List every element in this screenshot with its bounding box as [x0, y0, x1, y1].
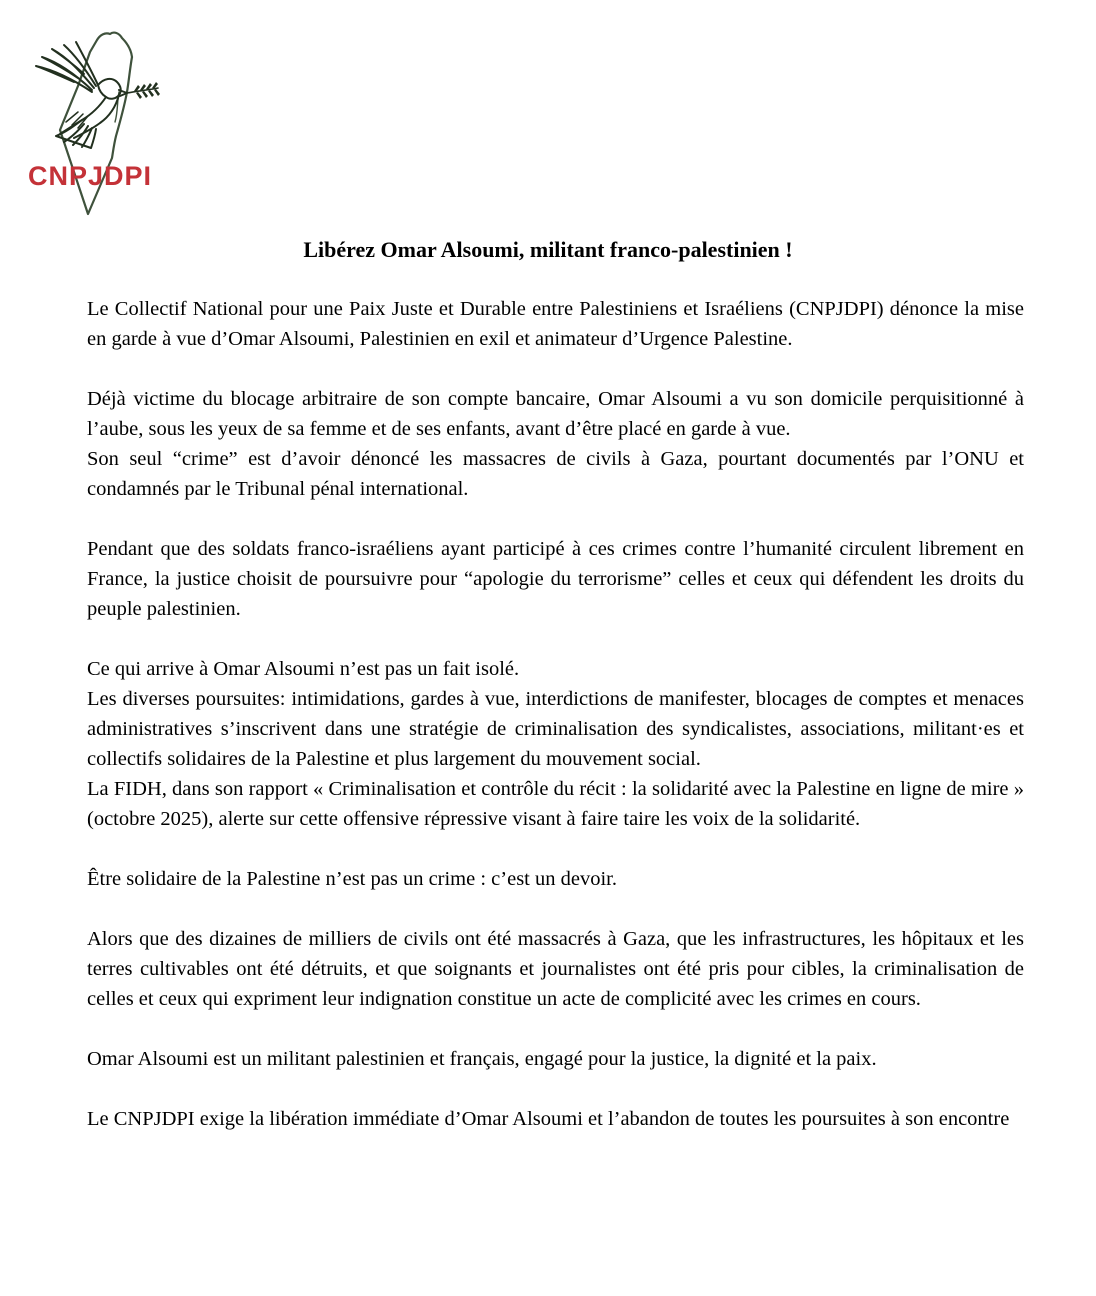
- cnpjdpi-logo: [26, 30, 186, 225]
- document-body: [87, 294, 1024, 1134]
- text-block: [87, 1044, 1024, 1074]
- text-block: [87, 864, 1024, 894]
- text-block: [87, 924, 1024, 1014]
- document-title: Libérez Omar Alsoumi, militant franco-palestinien !: [303, 237, 793, 262]
- paragraph-line: La FIDH, dans son rapport « Criminalisation et contrôle du récit : la solidarité avec la Palestine en ligne de mire » (octobre 2025), alerte sur cette offensive répressive visant à faire taire les voix de la solidarité.: [87, 778, 1024, 830]
- text-block: [87, 654, 1024, 834]
- paragraph-line: Le Collectif National pour une Paix Juste et Durable entre Palestiniens et Israéliens (CNPJDPI) dénonce la mise en garde à vue d’Omar Alsoumi, Palestinien en exil et animateur d’Urgence Palestine.: [87, 298, 1024, 350]
- paragraph-line: Omar Alsoumi est un militant palestinien et français, engagé pour la justice, la dignité et la paix.: [87, 1048, 877, 1070]
- paragraph-line: Déjà victime du blocage arbitraire de son compte bancaire, Omar Alsoumi a vu son domicile perquisitionné à l’aube, sous les yeux de sa femme et de ses enfants, avant d’être placé en garde à vue.: [87, 388, 1024, 440]
- paragraph-line: Le CNPJDPI exige la libération immédiate d’Omar Alsoumi et l’abandon de toutes les poursuites à son encontre: [87, 1108, 1010, 1130]
- paragraph-line: Alors que des dizaines de milliers de civils ont été massacrés à Gaza, que les infrastructures, les hôpitaux et les terres cultivables ont été détruits, et que soignants et journalistes ont été pris pour cibles, la criminalisation de celles et ceux qui expriment leur indignation constitue un acte de complicité avec les crimes en cours.: [87, 928, 1024, 1010]
- paragraph-line: Pendant que des soldats franco-israéliens ayant participé à ces crimes contre l’humanité circulent librement en France, la justice choisit de poursuivre pour “apologie du terrorisme” celles et ceux qui défendent les droits du peuple palestinien.: [87, 538, 1024, 620]
- text-block: [87, 1104, 1024, 1134]
- paragraph-line: Ce qui arrive à Omar Alsoumi n’est pas un fait isolé.: [87, 658, 520, 680]
- text-block: [87, 294, 1024, 354]
- logo-acronym: CNPJDPI: [28, 161, 153, 191]
- dove-head: [98, 79, 121, 99]
- dove-wing-lower: [66, 112, 88, 128]
- paragraph-line: Les diverses poursuites: intimidations, gardes à vue, interdictions de manifester, blocages de comptes et menaces administratives s’inscrivent dans une stratégie de criminalisation des syndicalistes, associations, militant·es et collectifs solidaires de la Palestine et plus largement du mouvement social.: [87, 688, 1024, 770]
- dove-wing-upper: [36, 42, 98, 92]
- paragraph-line: Son seul “crime” est d’avoir dénoncé les massacres de civils à Gaza, pourtant documentés par l’ONU et condamnés par le Tribunal pénal international.: [87, 448, 1024, 500]
- text-block: [87, 384, 1024, 504]
- paragraph-line: Être solidaire de la Palestine n’est pas un crime : c’est un devoir.: [87, 868, 617, 890]
- dove-olive-branch-over-map-icon: [26, 30, 186, 225]
- text-block: [87, 534, 1024, 624]
